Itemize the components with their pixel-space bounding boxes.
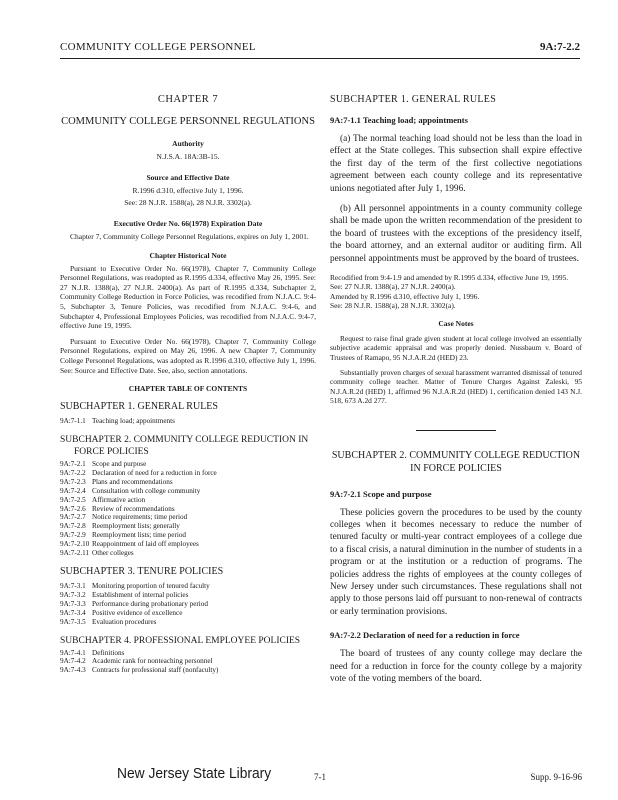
authority-heading: Authority: [172, 139, 204, 148]
subchapter-2-heading: SUBCHAPTER 2. COMMUNITY COLLEGE REDUCTION IN FORCE POLICIES: [331, 449, 581, 474]
toc-entry: [60, 417, 316, 426]
toc-heading: CHAPTER TABLE OF CONTENTS: [128, 384, 248, 394]
toc-entry: [60, 600, 316, 609]
authority-text: N.J.S.A. 18A:3B-15.: [156, 152, 220, 161]
section-1-1-heading: 9A:7-1.1 Teaching load; appointments: [330, 115, 468, 125]
header-title: COMMUNITY COLLEGE PERSONNEL: [60, 41, 256, 53]
toc-entry-title: Affirmative action: [92, 495, 146, 504]
toc-entry-number: 9A:7-1.1: [60, 417, 86, 426]
toc-entry-number: 9A:7-2.7: [60, 513, 86, 522]
toc-entry-title: Reemployment lists; generally: [92, 522, 180, 531]
toc-entry-number: 9A:7-3.2: [60, 590, 86, 599]
toc-entry-title: Declaration of need for a reduction in force: [92, 468, 217, 477]
toc-entry: [60, 505, 316, 514]
toc-entry: [60, 513, 316, 522]
toc-entry-title: Academic rank for nonteaching personnel: [92, 657, 213, 666]
toc-entry-title: Establishment of internal policies: [92, 590, 189, 599]
section-2-1-heading: 9A:7-2.1 Scope and purpose: [330, 488, 432, 499]
toc-entry-number: 9A:7-2.2: [60, 468, 86, 477]
case-note-2: Substantially proven charges of sexual harassment warranted dismissal of tenured community college teacher. Matter of Tenure Charges Against Zaleski, 95 N.J.A.R.2d (HED) 1, affirmed 96 N.J.A.R.2d (HED) 1, certification denied 143 N.J. 518, 673 A.2d 277.: [330, 367, 582, 406]
toc-list-1: [60, 417, 316, 426]
header-rule: [60, 58, 580, 59]
toc-entry-title: Reemployment lists; time period: [92, 531, 187, 540]
section-divider: [416, 430, 496, 431]
toc-entry: [60, 496, 316, 505]
toc-subchapter-2: SUBCHAPTER 2. COMMUNITY COLLEGE REDUCTION IN FORCE POLICIES: [60, 435, 309, 458]
history-note-3: Amended by R.1996 d.310, effective July 1, 1996.: [330, 291, 480, 301]
toc-entry-number: 9A:7-4.1: [60, 648, 86, 657]
subchapter-1-heading: SUBCHAPTER 1. GENERAL RULES: [330, 94, 497, 105]
toc-entry-title: Notice requirements; time period: [92, 513, 188, 522]
toc-entry-number: 9A:7-2.10: [60, 540, 90, 549]
toc-entry-number: 9A:7-3.1: [60, 582, 86, 590]
toc-entry: [60, 522, 316, 531]
toc-entry-number: 9A:7-4.2: [60, 657, 86, 666]
toc-entry-title: Reappointment of laid off employees: [92, 540, 199, 549]
toc-entry: [60, 469, 316, 478]
toc-entry-title: Review of recommendations: [92, 504, 175, 513]
toc-entry-title: Plans and recommendations: [92, 477, 173, 486]
toc-entry: [60, 657, 316, 666]
case-notes-heading: Case Notes: [438, 318, 474, 328]
toc-subchapter-3: SUBCHAPTER 3. TENURE POLICIES: [60, 566, 224, 577]
eo-text: Chapter 7, Community College Personnel Regulations, expires on July 1, 2001.: [70, 232, 309, 241]
case-note-1: Request to raise final grade given student at local college involved an essentially subjective academic appraisal and was properly denied. Nussbaum v. Board of Trustees of Ramapo, 95 N.J.A.R.2d (HED) 23.: [330, 333, 582, 362]
toc-entry-number: 9A:7-2.3: [60, 477, 86, 486]
toc-entry-title: Definitions: [92, 648, 125, 657]
toc-entry: [60, 609, 316, 618]
toc-entry-number: 9A:7-4.3: [60, 666, 86, 675]
toc-entry: [60, 531, 316, 540]
chapter-number: CHAPTER 7: [157, 94, 219, 105]
toc-entry-number: 9A:7-2.4: [60, 486, 86, 495]
toc-entry: [60, 460, 316, 469]
toc-entry-number: 9A:7-3.5: [60, 617, 86, 626]
toc-entry: [60, 666, 316, 675]
toc-entry-number: 9A:7-2.5: [60, 495, 86, 504]
page-number: 7-1: [314, 772, 326, 782]
source-heading: Source and Effective Date: [146, 173, 230, 182]
toc-entry-number: 9A:7-3.3: [60, 599, 86, 608]
toc-list-3: [60, 582, 316, 627]
history-heading: Chapter Historical Note: [149, 250, 227, 260]
toc-subchapter-1: SUBCHAPTER 1. GENERAL RULES: [60, 401, 218, 413]
toc-entry-title: Performance during probationary period: [92, 599, 208, 608]
toc-entry: [60, 582, 316, 591]
toc-entry-title: Other colleges: [92, 549, 134, 558]
history-note-2: See: 27 N.J.R. 1388(a), 27 N.J.R. 2400(a).: [330, 282, 456, 292]
toc-entry-title: Positive evidence of excellence: [92, 608, 183, 617]
toc-entry-title: Evaluation procedures: [92, 617, 157, 626]
history-para-2: Pursuant to Executive Order No. 66(1978), Chapter 7, Community College Personnel Regulations, expired on May 26, 1996. A new Chapter 7, Community College Personnel Regulations, was adopted as R.1996 d.310, effective July 1, 1996. See: Source and Effective Date. See, also, section annotations.: [60, 336, 316, 375]
toc-entry: [60, 591, 316, 600]
source-line-1: R.1996 d.310, effective July 1, 1996.: [132, 186, 244, 195]
history-para-1: Pursuant to Executive Order No. 66(1978), Chapter 7, Community College Personnel Regulations, was readopted as R.1995 d.334, effective May 26, 1995. See: 27 N.J.R. 1388(a), 27 N.J.R. 2400(a). As part of R.1995 d.334, Subchapter 2, Community College Reduction in Force Policies, was recodified from N.J.A.C. 9:4-5, Subchapter 3, Tenure Policies, was recodified from N.J.A.C. 9:4-6, and Subchapter 4, Professional Employees Policies, was recodified from N.J.A.C. 9:4-7, effective June 19, 1995.: [60, 263, 316, 331]
supplement-date: Supp. 9-16-96: [530, 772, 582, 782]
source-line-2: See: 28 N.J.R. 1588(a), 28 N.J.R. 3302(a).: [124, 198, 252, 207]
section-2-2-heading: 9A:7-2.2 Declaration of need for a reduction in force: [330, 630, 520, 641]
toc-entry-title: Consultation with college community: [92, 486, 201, 495]
toc-entry-number: 9A:7-3.4: [60, 608, 86, 617]
toc-entry-number: 9A:7-2.6: [60, 504, 86, 513]
right-column: [330, 94, 582, 693]
section-2-1-text: These policies govern the procedures to be used by the county colleges when it becomes necessary to reduce the number of tenured faculty or multi-year contract employees of a college due to a fiscal crisis, a natural diminution in the number of students in a program or at the institution or a reduction of programs. The policies address the rights of employees at the county colleges of New Jersey under such circumstances. These regulations shall not apply to those persons laid off pursuant to non-renewal of contracts or early termination provisions.: [330, 507, 582, 617]
toc-entry-title: Monitoring proportion of tenured faculty: [92, 582, 210, 590]
library-stamp: New Jersey State Library: [117, 765, 272, 782]
toc-entry: [60, 549, 316, 558]
header-section: 9A:7-2.2: [539, 41, 580, 53]
left-column: [60, 94, 316, 675]
section-2-2-text: The board of trustees of any county college may declare the need for a reduction in force for the county college by a majority vote of the voting members of the board.: [330, 649, 582, 684]
toc-entry: [60, 618, 316, 627]
toc-entry: [60, 478, 316, 487]
eo-heading: Executive Order No. 66(1978) Expiration Date: [113, 219, 263, 228]
running-header: [60, 41, 580, 55]
toc-entry-title: Teaching load; appointments: [92, 417, 175, 426]
toc-entry: [60, 649, 316, 658]
toc-entry-title: Contracts for professional staff (nonfaculty): [92, 666, 219, 675]
toc-subchapter-4: SUBCHAPTER 4. PROFESSIONAL EMPLOYEE POLICIES: [60, 635, 301, 646]
toc-list-4: [60, 649, 316, 676]
history-note-4: See: 28 N.J.R. 1588(a), 28 N.J.R. 3302(a).: [330, 301, 456, 311]
toc-entry: [60, 540, 316, 549]
toc-entry: [60, 487, 316, 496]
toc-entry-number: 9A:7-2.8: [60, 522, 86, 531]
section-1-1-b: (b) All personnel appointments in a county community college shall be made upon the written recommendation of the president to the board of trustees with the exceptions of the presidency itself, the board attorney, and an external auditor or auditing firm. All personnel appointments must be approved by the board of trustees.: [330, 204, 582, 264]
toc-entry-number: 9A:7-2.1: [60, 460, 86, 469]
toc-entry-number: 9A:7-2.9: [60, 531, 86, 540]
history-note-1: Recodified from 9:4-1.9 and amended by R.1995 d.334, effective June 19, 1995.: [330, 273, 569, 283]
chapter-title: COMMUNITY COLLEGE PERSONNEL REGULATIONS: [61, 116, 315, 127]
toc-entry-number: 9A:7-2.11: [60, 549, 90, 558]
toc-entry-title: Scope and purpose: [92, 460, 147, 469]
section-1-1-a: (a) The normal teaching load should not be less than the load in effect at the State colleges. This subsection shall expire effective the first day of the term of the first collective negotiations agreement between each county college and its representative unions negotiated after July 1, 1996.: [330, 134, 582, 194]
toc-list-2: [60, 460, 316, 558]
